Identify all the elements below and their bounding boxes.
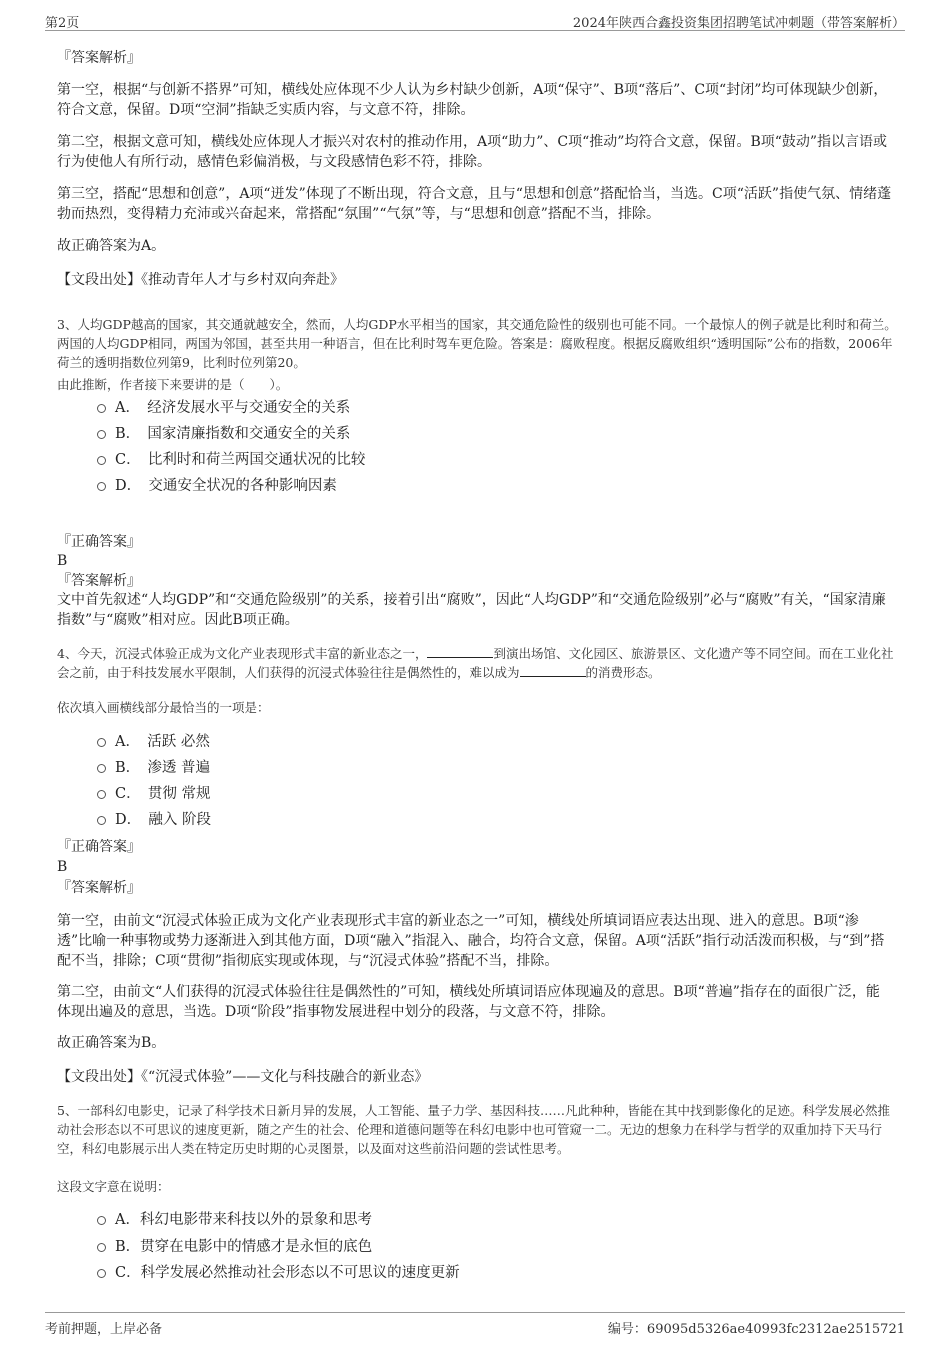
q2-source: 【文段出处】《推动青年人才与乡村双向奔赴》	[57, 272, 344, 288]
fill-blank-2	[520, 664, 586, 677]
q2-analysis-p3: 第三空，搭配“思想和创意”，A项“迸发”体现了不断出现，符合文意，且与“思想和创意”搭配恰当，当选。C项“活跃”指使气氛、情绪蓬勃而热烈，变得精力充沛或兴奋起来，常搭配“氛围”“气氛”等，与“思想和创意”搭配不当，排除。	[57, 186, 892, 222]
radio-icon[interactable]	[97, 1269, 106, 1278]
q4-ask: 依次填入画横线部分最恰当的一项是：	[57, 700, 270, 715]
radio-icon[interactable]	[97, 764, 106, 773]
q3-option-d[interactable]	[97, 476, 337, 496]
q4-correct-label: 『正确答案』	[57, 839, 141, 855]
radio-icon[interactable]	[97, 790, 106, 799]
q3-ask: 由此推断，作者接下来要讲的是（ ）。	[57, 377, 289, 392]
option-label: C．科学发展必然推动社会形态以不可思议的速度更新	[115, 1265, 460, 1281]
radio-icon[interactable]	[97, 1243, 106, 1252]
option-label: A． 活跃 必然	[115, 734, 210, 750]
option-label: C． 比利时和荷兰两国交通状况的比较	[115, 452, 366, 468]
q2-conclusion: 故正确答案为A。	[57, 238, 166, 254]
radio-icon[interactable]	[97, 404, 106, 413]
q4-source: 【文段出处】《“沉浸式体验”——文化与科技融合的新业态》	[57, 1069, 429, 1085]
q5-stem: 5、一部科幻电影史，记录了科学技术日新月异的发展，人工智能、量子力学、基因科技……凡此种种，皆能在其中找到影像化的足迹。科学发展必然推动社会形态以不可思议的速度更新，随之产生的社会、伦理和道德问题等在科幻电影中也可管窥一二。无边的想象力在科学与哲学的双重加持下天马行空，科幻电影展示出人类在特定历史时期的心灵图景，以及面对这些前沿问题的尝试性思考。	[57, 1103, 890, 1156]
q4-stem-part-3: 的消费形态。	[585, 665, 661, 680]
q3-analysis-label: 『答案解析』	[57, 573, 141, 589]
q5-option-a[interactable]	[97, 1210, 372, 1230]
q2-analysis-p1: 第一空，根据“与创新不搭界”可知，横线处应体现不少人认为乡村缺少创新，A项“保守”、B项“落后”、C项“封闭”均可体现缺少创新，符合文意，保留。D项“空洞”指缺乏实质内容，与文意不符，排除。	[57, 82, 888, 118]
q3-correct-label: 『正确答案』	[57, 534, 141, 550]
radio-icon[interactable]	[97, 482, 106, 491]
q3-option-b[interactable]	[97, 424, 350, 444]
option-label: C． 贯彻 常规	[115, 786, 211, 802]
q4-analysis-p1: 第一空，由前文“沉浸式体验正成为文化产业表现形式丰富的新业态之一”可知，横线处所填词语应表达出现、进入的意思。B项“渗透”比喻一种事物或势力逐渐进入到其他方面，D项“融入”指混入、融合，均符合文意，保留。A项“活跃”指行动活泼而积极，与“到”搭配不当，排除；C项“贯彻”指彻底实现或体现，与“沉浸式体验”搭配不当，排除。	[57, 913, 885, 969]
q3-option-a[interactable]	[97, 398, 350, 418]
radio-icon[interactable]	[97, 738, 106, 747]
q3-option-c[interactable]	[97, 450, 365, 470]
q3-stem: 3、人均GDP越高的国家，其交通就越安全，然而，人均GDP水平相当的国家，其交通危险性的级别也可能不同。一个最惊人的例子就是比利时和荷兰。两国的人均GDP相同，两国为邻国，甚至共用一种语言，但在比利时驾车更危险。答案是：腐败程度。根据反腐败组织“透明国际”公布的指数，2006年荷兰的透明指数位列第9，比利时位列第20。	[57, 317, 897, 370]
document-title: 2024年陕西合鑫投资集团招聘笔试冲刺题（带答案解析）	[572, 16, 905, 31]
q5-option-c[interactable]	[97, 1263, 460, 1283]
page-header	[45, 8, 905, 31]
page-footer	[45, 1312, 905, 1339]
option-label: A．科幻电影带来科技以外的景象和思考	[115, 1212, 372, 1228]
q4-stem-part-1: 4、今天，沉浸式体验正成为文化产业表现形式丰富的新业态之一，	[57, 646, 428, 661]
option-label: B． 渗透 普遍	[115, 760, 211, 776]
radio-icon[interactable]	[97, 1216, 106, 1225]
page-number: 第2页	[45, 16, 80, 31]
q3-answer: B	[57, 553, 68, 569]
q4-answer: B	[57, 859, 68, 875]
q4-stem-part-2: 到演出场馆、文化园区、旅游景区、文化遗产等不同空间。而在工业化社会之前，由于科技发展水平限制，人们获得的沉浸式体验往往是偶然性的，难以成为	[57, 646, 894, 680]
footer-slogan: 考前押题，上岸必备	[45, 1322, 163, 1337]
radio-icon[interactable]	[97, 816, 106, 825]
fill-blank-1	[427, 645, 493, 658]
q4-option-a[interactable]	[97, 732, 210, 752]
q2-analysis-p2: 第二空，根据文意可知，横线处应体现人才振兴对农村的推动作用，A项“助力”、C项“推动”均符合文意，保留。B项“鼓动”指以言语或行为使他人有所行动，感情色彩偏消极，与文段感情色彩不符，排除。	[57, 134, 888, 170]
q4-conclusion: 故正确答案为B。	[57, 1035, 166, 1051]
option-label: B．贯穿在电影中的情感才是永恒的底色	[115, 1239, 373, 1255]
radio-icon[interactable]	[97, 430, 106, 439]
q2-analysis-label: 『答案解析』	[57, 50, 141, 66]
radio-icon[interactable]	[97, 456, 106, 465]
q4-analysis-label: 『答案解析』	[57, 880, 141, 896]
option-label: B． 国家清廉指数和交通安全的关系	[115, 426, 351, 442]
option-label: D． 融入 阶段	[115, 812, 211, 828]
q5-option-b[interactable]	[97, 1237, 372, 1257]
option-label: D． 交通安全状况的各种影响因素	[115, 478, 337, 494]
q4-analysis-p2: 第二空，由前文“人们获得的沉浸式体验往往是偶然性的”可知，横线处所填词语应体现遍及的意思。B项“普遍”指存在的面很广泛，能体现出遍及的意思，当选。D项“阶段”指事物发展进程中划分的段落，与文意不符，排除。	[57, 984, 880, 1020]
q4-option-b[interactable]	[97, 758, 210, 778]
q4-option-c[interactable]	[97, 784, 210, 804]
option-label: A． 经济发展水平与交通安全的关系	[115, 400, 351, 416]
q4-option-d[interactable]	[97, 810, 211, 830]
q4-stem	[57, 644, 897, 682]
document-code: 编号：69095d5326ae40993fc2312ae2515721	[607, 1322, 905, 1337]
q3-analysis: 文中首先叙述“人均GDP”和“交通危险级别”的关系，接着引出“腐败”，因此“人均GDP”和“交通危险级别”必与“腐败”有关，“国家清廉指数”与“腐败”相对应。因此B项正确。	[57, 592, 886, 628]
q5-ask: 这段文字意在说明：	[57, 1179, 170, 1194]
